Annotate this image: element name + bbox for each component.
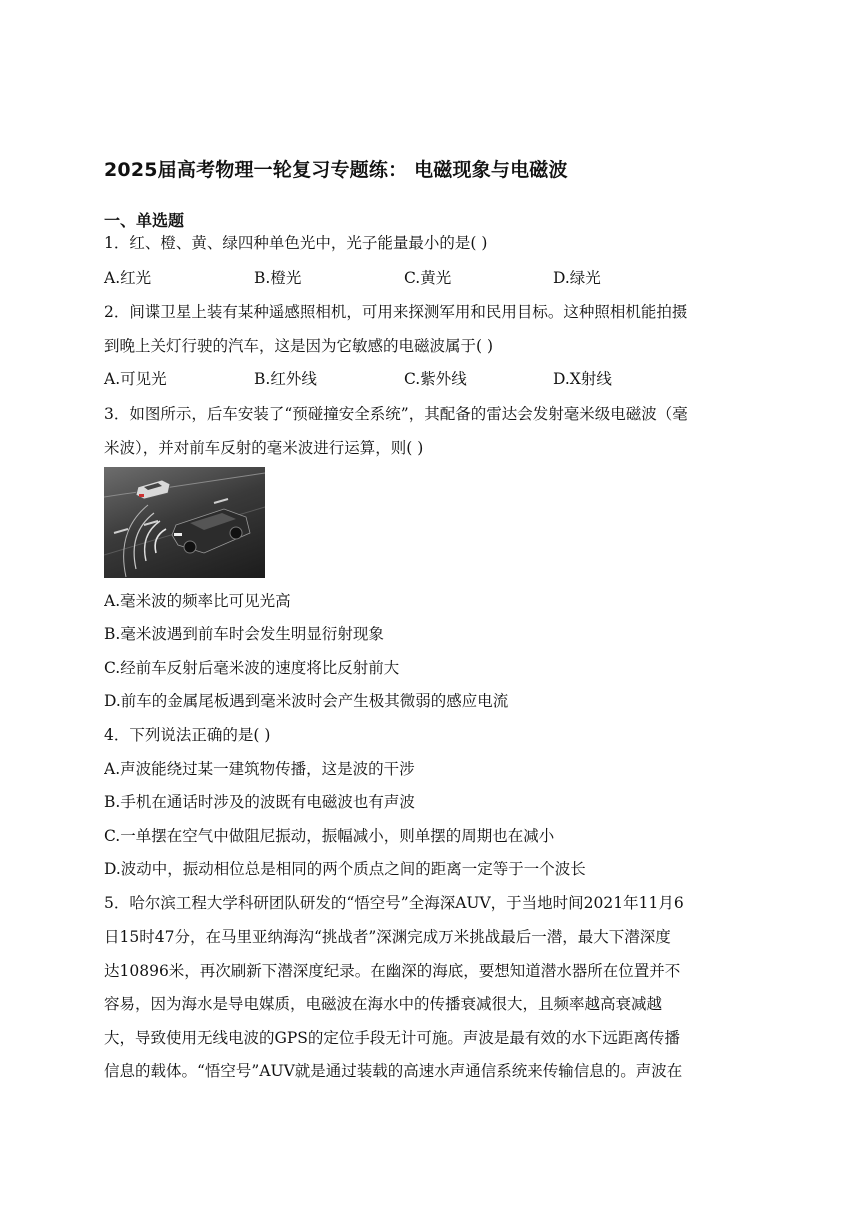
option-c: C.紫外线 (404, 370, 467, 388)
question-4-option-c: C.一单摆在空气中做阻尼振动，振幅减小，则单摆的周期也在减小 (104, 827, 555, 845)
radar-cars-illustration (104, 467, 265, 578)
question-5-line-5: 大，导致使用无线电波的GPS的定位手段无计可施。声波是最有效的水下远距离传播 (104, 1029, 680, 1047)
question-2-stem-line-2: 到晚上关灯行驶的汽车，这是因为它敏感的电磁波属于( ) (104, 337, 494, 355)
question-4-option-b: B.手机在通话时涉及的波既有电磁波也有声波 (104, 793, 415, 811)
question-5-line-1: 5．哈尔滨工程大学科研团队研发的“悟空号”全海深AUV，于当地时间2021年11月6 (104, 894, 684, 912)
question-3-option-c: C.经前车反射后毫米波的速度将比反射前大 (104, 659, 400, 677)
question-3-stem-line-1: 3．如图所示，后车安装了“预碰撞安全系统”，其配备的雷达会发射毫米级电磁波（毫 (104, 405, 688, 423)
option-c: C.黄光 (404, 269, 452, 287)
question-2-stem-line-1: 2．间谍卫星上装有某种遥感照相机，可用来探测军用和民用目标。这种照相机能拍摄 (104, 303, 688, 321)
question-5-line-3: 达10896米，再次刷新下潜深度纪录。在幽深的海底，要想知道潜水器所在位置并不 (104, 962, 681, 980)
radar-cars-photo (104, 467, 265, 578)
question-4-stem: 4．下列说法正确的是( ) (104, 726, 271, 744)
option-b: B.橙光 (254, 269, 302, 287)
question-5-line-4: 容易，因为海水是导电媒质，电磁波在海水中的传播衰减很大，且频率越高衰减越 (104, 995, 663, 1013)
question-4-option-d: D.波动中，振动相位总是相同的两个质点之间的距离一定等于一个波长 (104, 860, 586, 878)
option-d: D.X射线 (553, 370, 612, 388)
document-title: 2025届高考物理一轮复习专题练： 电磁现象与电磁波 (104, 159, 568, 181)
option-d: D.绿光 (553, 269, 601, 287)
question-4-option-a: A.声波能绕过某一建筑物传播，这是波的干涉 (104, 760, 415, 778)
question-3-stem-line-2: 米波），并对前车反射的毫米波进行运算，则( ) (104, 439, 424, 457)
section-heading: 一、单选题 (104, 211, 185, 230)
question-3-option-d: D.前车的金属尾板遇到毫米波时会产生极其微弱的感应电流 (104, 692, 509, 710)
option-b: B.红外线 (254, 370, 317, 388)
option-a: A.可见光 (104, 370, 167, 388)
question-3-option-b: B.毫米波遇到前车时会发生明显衍射现象 (104, 625, 384, 643)
question-3-option-a: A.毫米波的频率比可见光高 (104, 592, 291, 610)
question-5-line-2: 日15时47分，在马里亚纳海沟“挑战者”深渊完成万米挑战最后一潜，最大下潜深度 (104, 928, 671, 946)
question-1-stem: 1．红、橙、黄、绿四种单色光中，光子能量最小的是( ) (104, 234, 488, 252)
question-5-line-6: 信息的载体。“悟空号”AUV就是通过装载的高速水声通信系统来传输信息的。声波在 (104, 1062, 683, 1080)
option-a: A.红光 (104, 269, 152, 287)
